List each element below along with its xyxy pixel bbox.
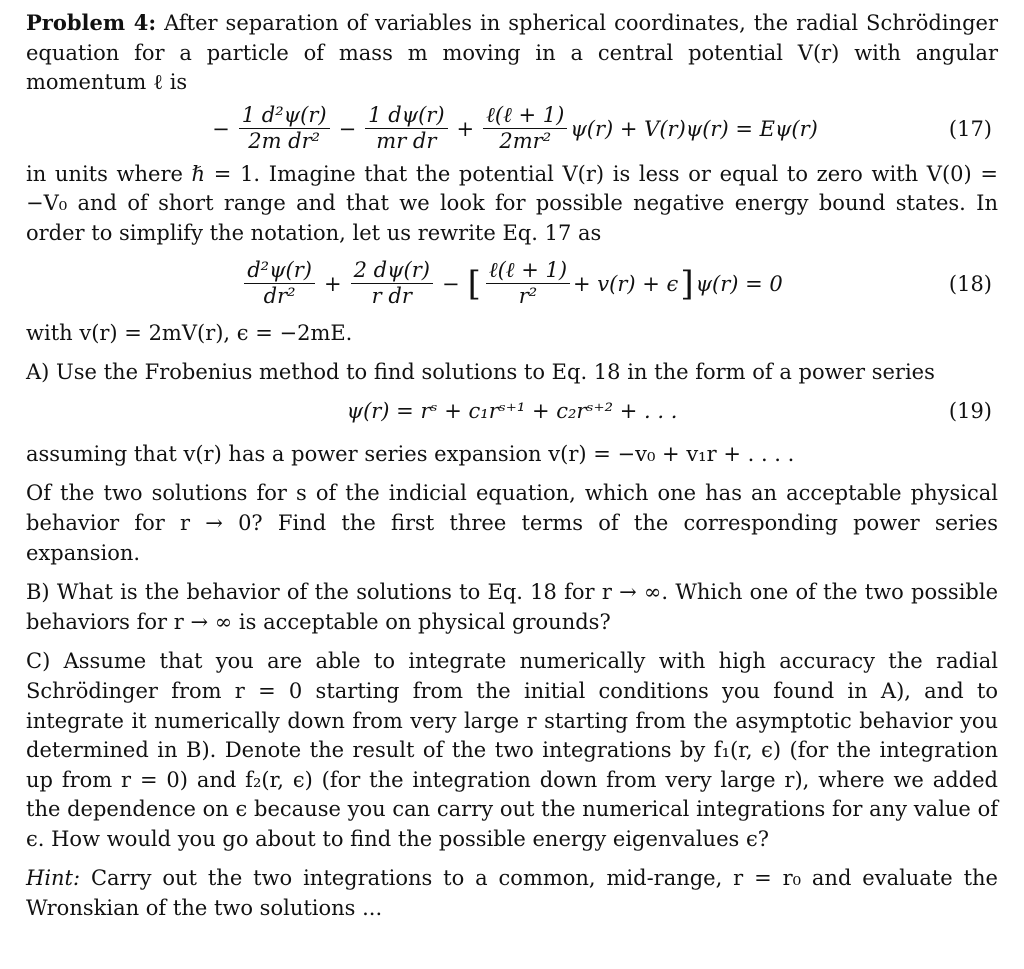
equation-19 (26, 388, 998, 434)
eq18-term2: $\frac{2 d\psi(r)}{\text{r dr}}$ (351, 259, 433, 308)
eq18-inner-tail: + v(r) + ϵ (573, 271, 679, 296)
part-a-text: A) Use the Frobenius method to find solutions to Eq. 18 in the form of a power series (26, 360, 935, 385)
equation-18: $\frac{\text{d²ψ(r)}}{\text{dr²}}$ + $\frac{2 d\psi(r)}{\text{r dr}}$ − [ $\frac{\text{ℓ(ℓ + 1)}}{\text{r²}}$ + v(r) + ϵ ] ψ(r) = 0 (18) (26, 249, 998, 319)
equation-17: − $\frac{\text{1 d²ψ(r)}}{\text{2m dr²}}$ − $\frac{1 d\psi(r)}{\text{mr dr}}$ + $\frac{\text{ℓ(ℓ + 1)}}{\text{2mr²}}$ ψ(r) + V(r)ψ(r) = Eψ(r) (17) (212, 103, 992, 154)
eq18-tail: ψ(r) = 0 (695, 271, 783, 296)
part-b-text: B) What is the behavior of the solutions to Eq. 18 for r → ∞. Which one of the two possible behaviors for r → ∞ is acceptable on physical grounds? (26, 580, 998, 634)
eq19-number: (19) (948, 398, 992, 423)
eq17-tail: ψ(r) + V(r)ψ(r) = Eψ(r) (570, 116, 818, 141)
eq17-term3: $\frac{\text{ℓ(ℓ + 1)}}{\text{2mr²}}$ (483, 104, 567, 153)
hint-body: Carry out the two integrations to a common, mid-range, r = r₀ and evaluate the Wronskian of the two solutions ... (26, 866, 998, 921)
hint-text (26, 864, 998, 923)
with-line: with v(r) = 2mV(r), ϵ = −2mE. (26, 320, 353, 345)
eq17-term2: $\frac{1 d\psi(r)}{\text{mr dr}}$ (365, 104, 447, 153)
of-two-solutions-text: Of the two solutions for s of the indicial equation, which one has an acceptable physical behavior for r → 0? Find the first three terms of the corresponding power series expansion. (26, 481, 998, 565)
eq17-number: (17) (948, 116, 992, 141)
eq18-term1: $\frac{\text{d²ψ(r)}}{\text{dr²}}$ (244, 259, 315, 308)
part-c-text: C) Assume that you are able to integrate numerically with high accuracy the radial Schrödinger from r = 0 starting from the initial conditions you found in A), and to integrate it numerically down from very large r starting from the asymptotic behavior you determined in B). Denote the result of the two integrations by f₁(r, ϵ) (for the integration up from r = 0) and f₂(r, ϵ) (for the integration down from very large r), where we added the dependence on ϵ because you can carry out the numerical integrations for any value of ϵ. How would you go about to find the possible energy eigenvalues ϵ? (26, 649, 998, 851)
eq18-number: (18) (948, 271, 992, 296)
eq17-term1: $\frac{\text{1 d²ψ(r)}}{\text{2m dr²}}$ (239, 104, 330, 153)
problem-title: Problem 4: (26, 10, 157, 35)
assuming-text: assuming that v(r) has a power series expansion v(r) = −v₀ + v₁r + . . . . (26, 441, 795, 466)
problem-intro (26, 8, 998, 98)
eq19-body: ψ(r) = rˢ + c₁rˢ⁺¹ + c₂rˢ⁺² + . . . (346, 398, 678, 423)
intro-text: After separation of variables in spherical coordinates, the radial Schrödinger equation for a particle of mass m moving in a central potential V(r) with angular momentum ℓ is (26, 11, 999, 95)
hint-label: Hint: (26, 866, 81, 891)
after-eq17-text: in units where ℏ = 1. Imagine that the potential V(r) is less or equal to zero with V(0) = −V₀ and of short range and that we look for possible negative energy bound states. In order to simplify the notation, let us rewrite Eq. 17 as (26, 161, 998, 245)
eq18-term3: $\frac{\text{ℓ(ℓ + 1)}}{\text{r²}}$ (486, 259, 570, 308)
